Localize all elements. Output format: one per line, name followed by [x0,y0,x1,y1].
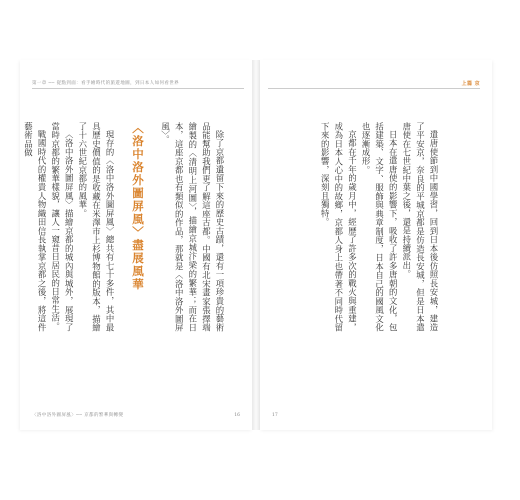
right-paragraph-3: 京都在千年的歲月中，經歷了許多次的戰火與重建，成為日本人心中的故鄉，京都人身上也帶著不同時代留下來的影響，深刻且獨特。 [320,122,358,332]
left-paragraph-3: 〈洛中洛外圖屏風〉描繪京都的城內與城外，展現了當時京都的繁華樣貌，讓人一窺昔日居民的日常生活。 [50,122,75,332]
book-gutter [252,60,260,430]
section-heading: 〈洛中洛外圖屏風〉盡展風華 [131,122,146,291]
right-page-number: 17 [272,413,278,418]
right-running-header: 上篇 京 [461,81,480,87]
right-page [260,60,492,430]
left-page-number: 16 [234,413,240,418]
left-page [20,60,252,430]
left-running-header: 第一章 ── 從點到面：看手繪時代的旅遊地圖，到日本人如何看世界 [32,81,180,86]
left-paragraph-2: 現存的〈洛中洛外圖屏風〉總共有七十多件，其中最具歷史價值的是收藏在米澤市上杉博物館的版本，描繪了十六世紀京都的風華。 [77,122,116,332]
right-body-text [294,122,440,332]
left-body-text [23,122,226,332]
left-paragraph-1: 除了京都遺留下來的歷史古蹟，還有一項珍貴的藝術品能幫助我們更了解這座古都。中國有北宋畫家張擇端繪製的〈清明上河圖〉，描繪京城汴梁的繁華；而在日本，這座京都也有類似的作品，那就是〈洛中洛外圖屏風〉。 [160,122,225,332]
right-paragraph-2: 日本在遣唐使的影響下，吸收了許多唐朝的文化，包括建築、文字、服飾與典章制度，日本自己的國風文化也逐漸成形。 [361,122,399,332]
left-header-rule [32,88,244,89]
left-paragraph-4: 戰國時代的權貴人物織田信長執掌京都之後，將這件藝術品做 [23,122,48,332]
right-header-rule [268,88,480,89]
left-running-footer: 〈洛中洛外圖屏風〉── 京都的繁華與轉變 [32,413,124,418]
right-paragraph-1: 遣唐使節到中國學習，回到日本後仿照長安城，建造了平安京，奈良的平城京都是仿造長安城，但是日本遣唐使在七世紀中葉之後，還是持續派出。 [401,122,439,332]
